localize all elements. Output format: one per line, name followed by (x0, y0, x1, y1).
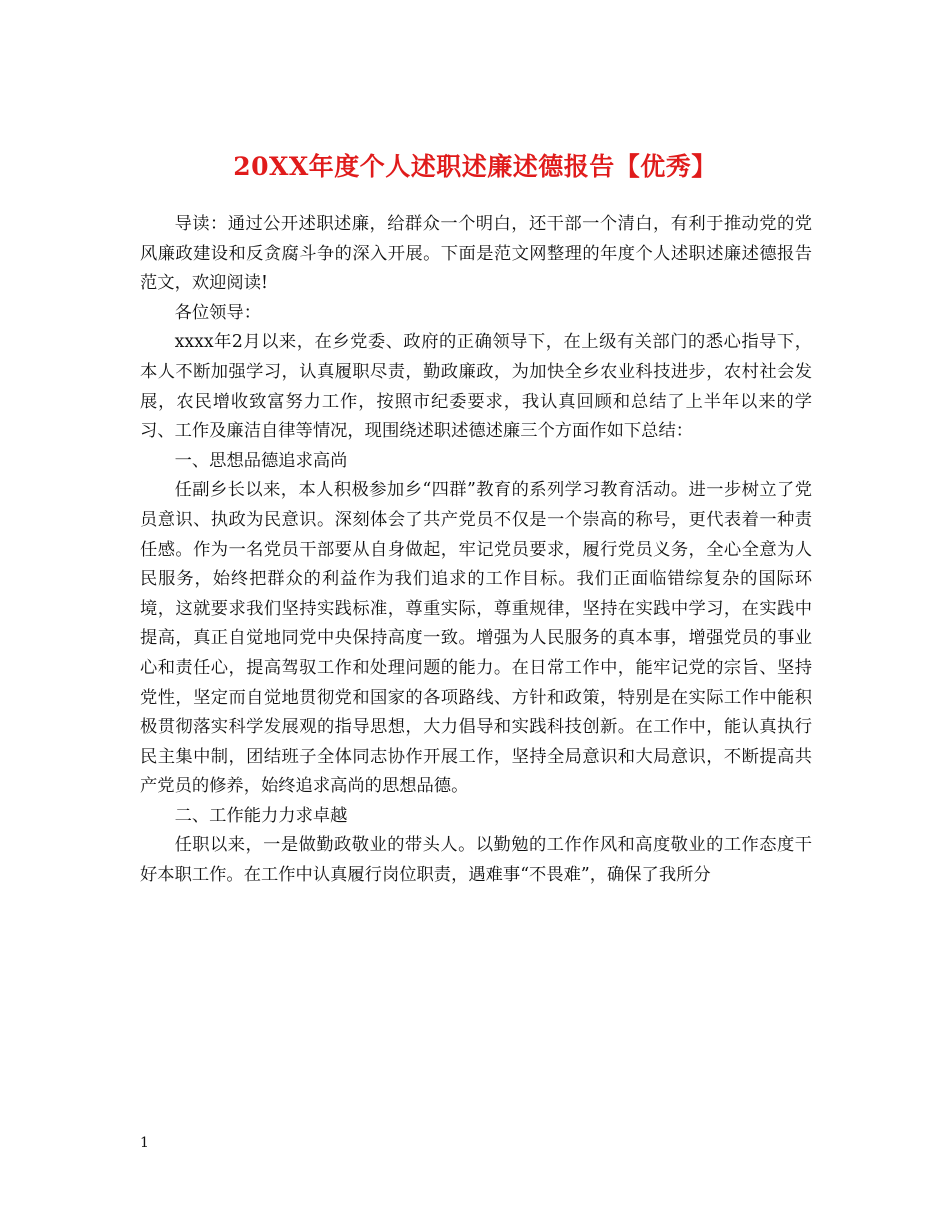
section-heading-2: 二、工作能力力求卓越 (174, 805, 348, 826)
paragraph-section-1: 任副乡长以来，本人积极参加乡“四群”教育的系列学习教育活动。进一步树立了党员意识、执政为民意识。深刻体会了共产党员不仅是一个崇高的称号，更代表着一种责任感。作为一名党员干部要从自身做起，牢记党员要求，履行党员义务，全心全意为人民服务，始终把群众的利益作为我们追求的工作目标。我们正面临错综复杂的国际环境，这就要求我们坚持实践标准，尊重实际，尊重规律，坚持在实践中学习，在实践中提高，真正自觉地同党中央保持高度一致。增强为人民服务的真本事，增强党员的事业心和责任心，提高驾驭工作和处理问题的能力。在日常工作中，能牢记党的宗旨、坚持党性，坚定而自觉地贯彻党和国家的各项路线、方针和政策，特别是在实际工作中能积极贯彻落实科学发展观的指导思想，大力倡导和实践科技创新。在工作中，能认真执行民主集中制，团结班子全体同志协作开展工作，坚持全局意识和大局意识，不断提高共产党员的修养，始终追求高尚的思想品德。 (140, 480, 812, 797)
paragraph-overview: xxxx年2月以来，在乡党委、政府的正确领导下，在上级有关部门的悉心指导下，本人不断加强学习，认真履职尽责，勤政廉政，为加快全乡农业科技进步，农村社会发展，农民增收致富努力工作，按照市纪委要求，我认真回顾和总结了上半年以来的学习、工作及廉洁自律等情况，现围绕述职述德述廉三个方面作如下总结： (140, 332, 812, 442)
page-number: 1 (140, 1135, 149, 1151)
section-heading-1: 一、思想品德追求高尚 (174, 450, 348, 471)
paragraph-section-2: 任职以来，一是做勤政敬业的带头人。以勤勉的工作作风和高度敬业的工作态度干好本职工作。在工作中认真履行岗位职责，遇难事“不畏难”，确保了我所分 (140, 835, 812, 886)
document-body (140, 210, 812, 891)
paragraph-intro: 导读：通过公开述职述廉，给群众一个明白，还干部一个清白，有利于推动党的党风廉政建设和反贪腐斗争的深入开展。下面是范文网整理的年度个人述职述廉述德报告范文，欢迎阅读! (140, 214, 812, 294)
document-title: 20XX年度个人述职述廉述德报告【优秀】 (233, 151, 717, 181)
paragraph-salutation: 各位领导： (174, 302, 262, 323)
